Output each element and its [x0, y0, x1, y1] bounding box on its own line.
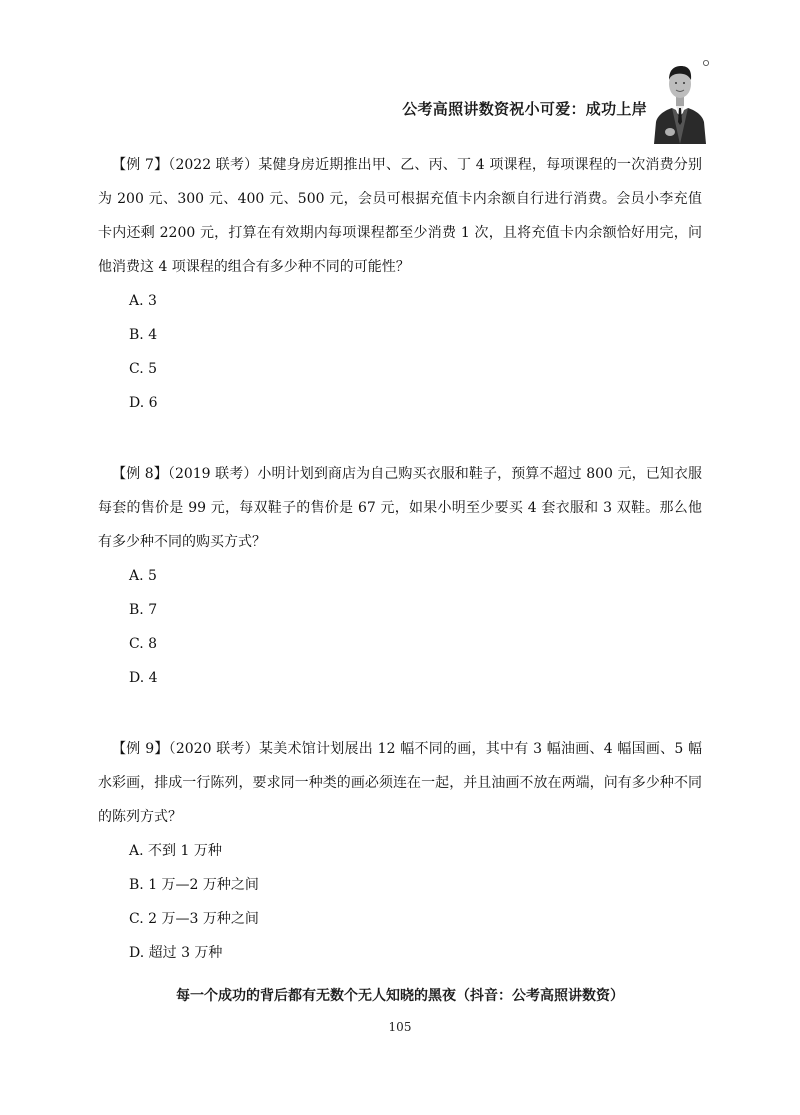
question-7	[98, 148, 702, 420]
question-9	[98, 732, 702, 970]
option-c: C. 8	[129, 636, 158, 652]
question-spacer	[98, 695, 702, 732]
option-list	[98, 284, 702, 420]
question-8	[98, 457, 702, 695]
option-b: B. 7	[129, 602, 158, 618]
option-b: B. 1 万—2 万种之间	[129, 877, 259, 893]
question-stem: 【例 9】（2020 联考）某美术馆计划展出 12 幅不同的画，其中有 3 幅油画、4 幅国画、5 幅水彩画，排成一行陈列，要求同一种类的画必须连在一起，并且油画不放在两端，问有多少种不同的陈列方式？	[98, 741, 702, 825]
option-list	[98, 834, 702, 970]
option-a: A. 5	[129, 568, 157, 584]
page-header	[0, 0, 800, 150]
header-title: 公考高照讲数资祝小可爱：成功上岸	[402, 100, 647, 118]
option-c: C. 2 万—3 万种之间	[129, 911, 259, 927]
author-portrait	[648, 58, 712, 144]
question-stem: 【例 7】（2022 联考）某健身房近期推出甲、乙、丙、丁 4 项课程，每项课程的一次消费分别为 200 元、300 元、400 元、500 元，会员可根据充值卡内余额自行进行消费。会员小李充值卡内还剩 2200 元，打算在有效期内每项课程都至少消费 1 次，且将充值卡内余额恰好用完，问他消费这 4 项课程的组合有多少种不同的可能性？	[98, 157, 702, 275]
option-d: D. 超过 3 万种	[129, 945, 223, 961]
footer-slogan: 每一个成功的背后都有无数个无人知晓的黑夜（抖音：公考高照讲数资）	[176, 988, 624, 1004]
option-a: A. 3	[129, 293, 157, 309]
option-list	[98, 559, 702, 695]
option-c: C. 5	[129, 361, 158, 377]
option-d: D. 6	[129, 395, 158, 411]
question-list	[98, 148, 702, 970]
question-spacer	[98, 420, 702, 457]
page-number: 105	[388, 1020, 412, 1034]
option-d: D. 4	[129, 670, 158, 686]
option-b: B. 4	[129, 327, 158, 343]
option-a: A. 不到 1 万种	[129, 843, 222, 859]
question-stem: 【例 8】（2019 联考）小明计划到商店为自己购买衣服和鞋子，预算不超过 800 元，已知衣服每套的售价是 99 元，每双鞋子的售价是 67 元，如果小明至少要买 4 套衣服和 3 双鞋。那么他有多少种不同的购买方式？	[98, 466, 702, 550]
